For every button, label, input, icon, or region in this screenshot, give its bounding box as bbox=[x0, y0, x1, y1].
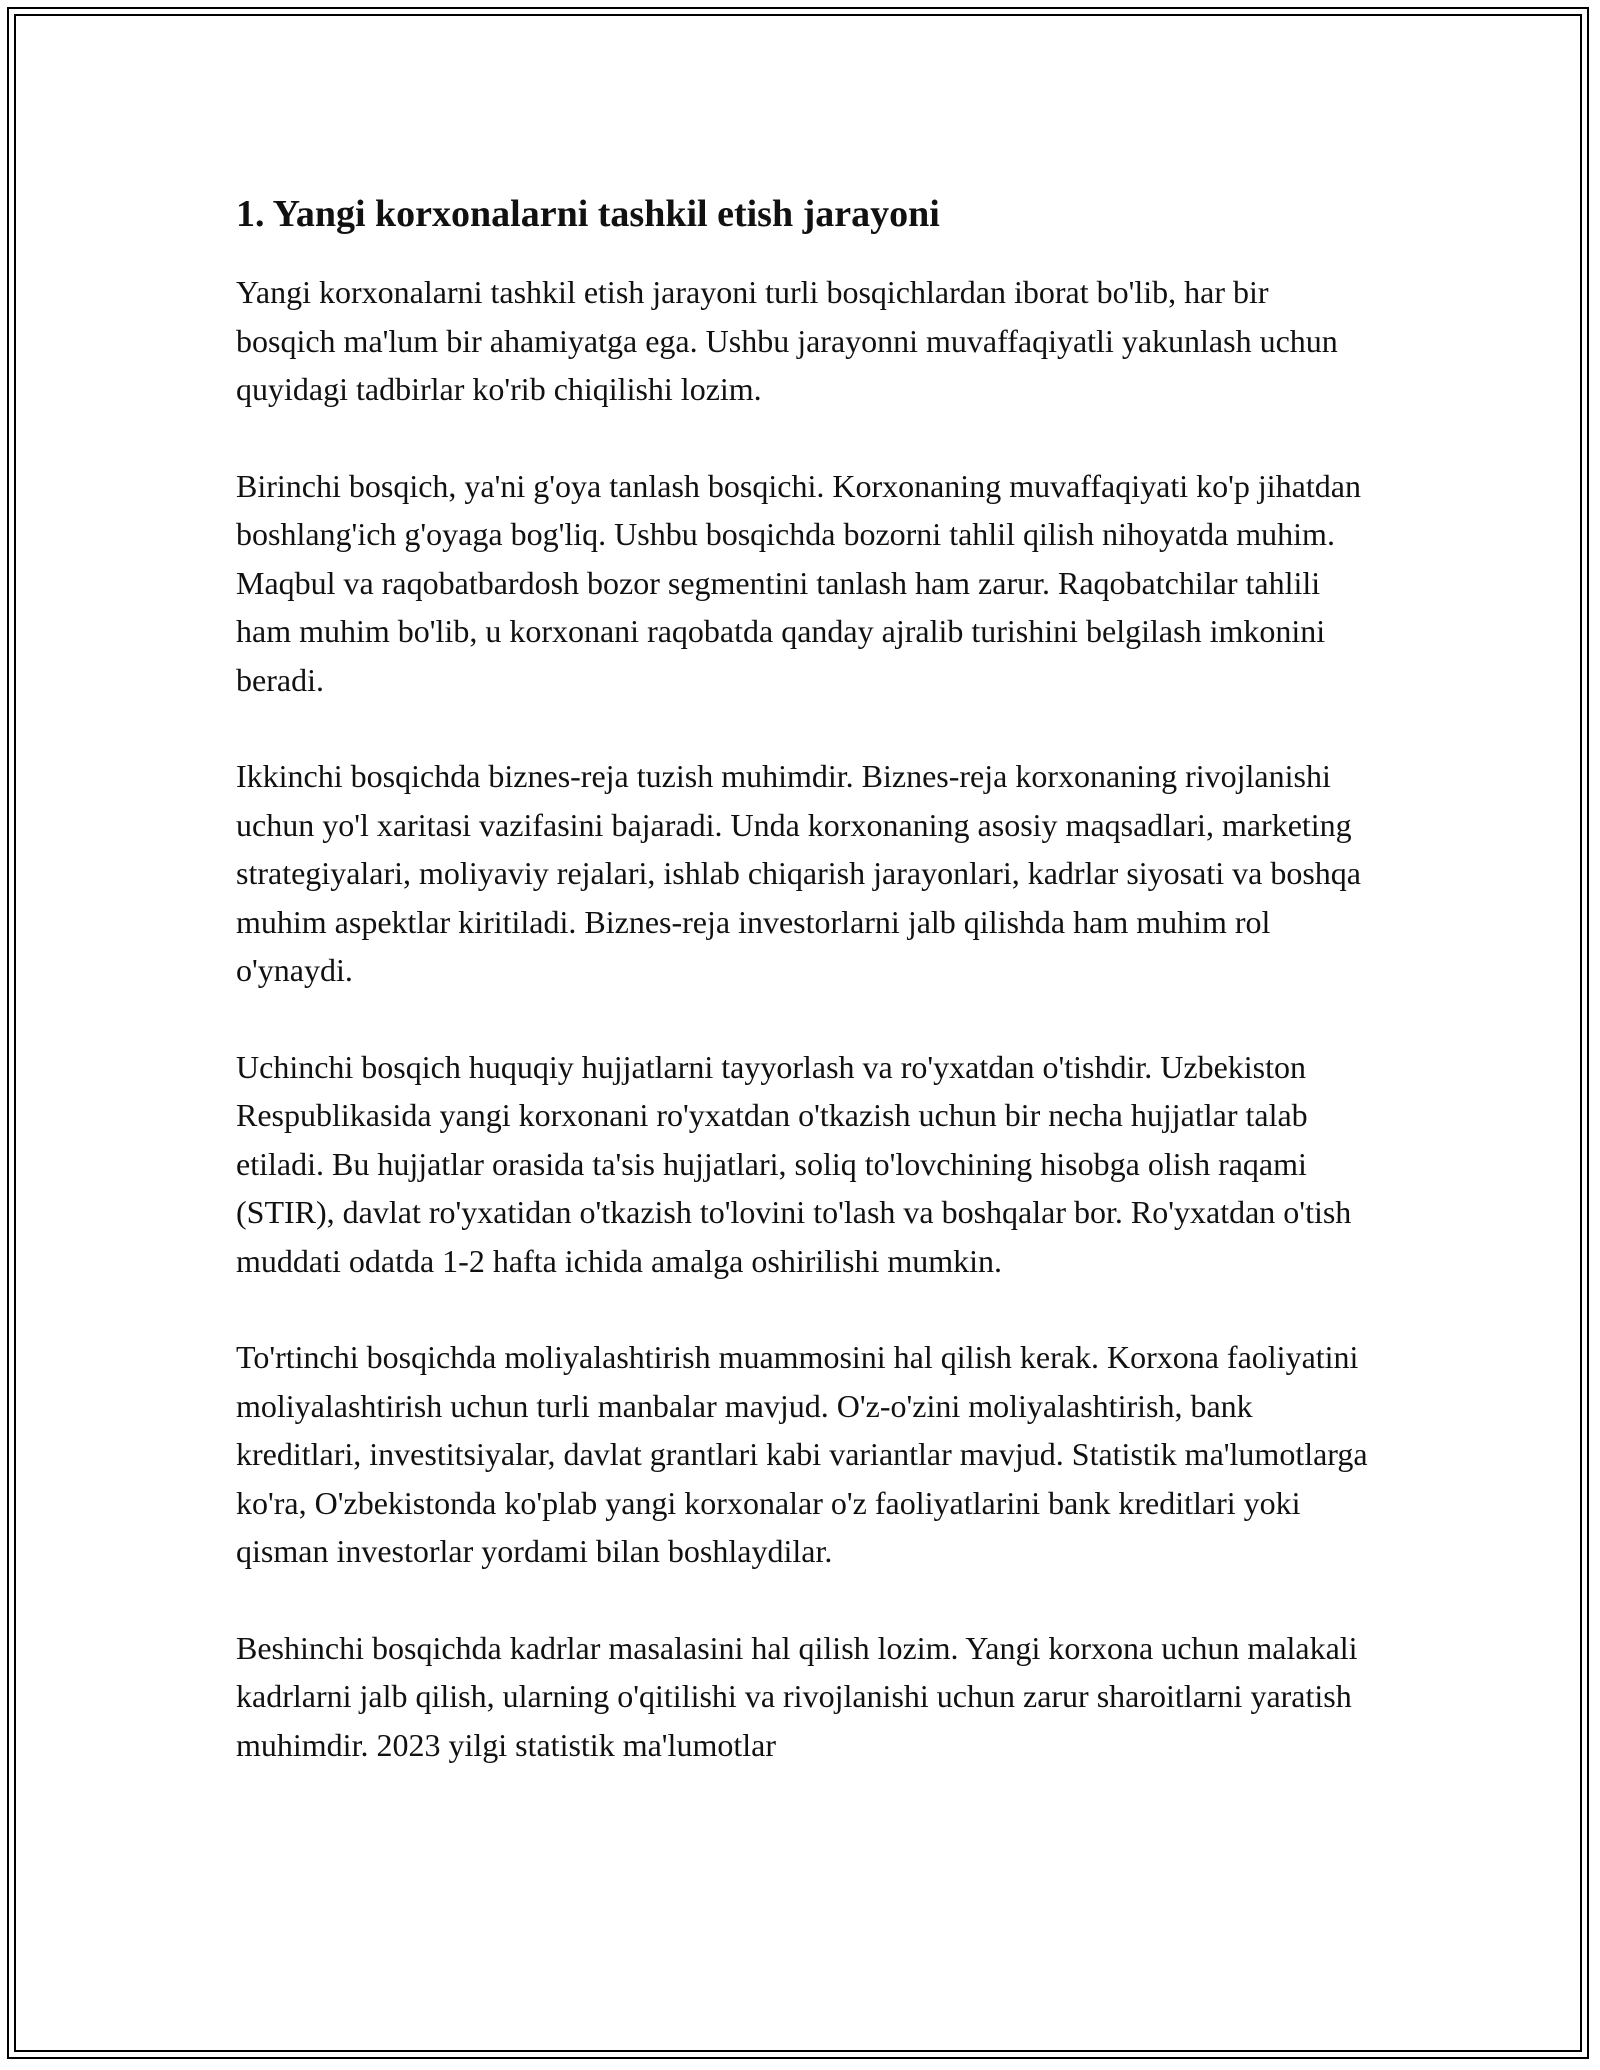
paragraph-stage-1: Birinchi bosqich, ya'ni g'oya tanlash bosqichi. Korxonaning muvaffaqiyati ko'p jihatdan boshlang'ich g'oyaga bog'liq. Ushbu bosqichda bozorni tahlil qilish nihoyatda muhim. Maqbul va raqobatbardosh bozor segmentini tanlash ham zarur. Raqobatchilar tahlili ham muhim bo'lib, u korxonani raqobatda qanday ajralib turishini belgilash imkonini beradi. bbox=[236, 467, 1361, 698]
paragraph-stage-4: To'rtinchi bosqichda moliyalashtirish muammosini hal qilish kerak. Korxona faoliyatini moliyalashtirish uchun turli manbalar mavjud. O'z-o'zini moliyalashtirish, bank kreditlari, investitsiyalar, davlat grantlari kabi variantlar mavjud. Statistik ma'lumotlarga ko'ra, O'zbekistonda ko'plab yangi korxonalar o'z faoliyatlarini bank kreditlari yoki qisman investorlar yordami bilan boshlaydilar. bbox=[236, 1339, 1368, 1569]
paragraph-intro: Yangi korxonalarni tashkil etish jarayoni turli bosqichlardan iborat bo'lib, har bir bosqich ma'lum bir ahamiyatga ega. Ushbu jarayonni muvaffaqiyatli yakunlash uchun quyidagi tadbirlar ko'rib chiqilishi lozim. bbox=[236, 274, 1338, 407]
paragraph-stage-2: Ikkinchi bosqichda biznes-reja tuzish muhimdir. Biznes-reja korxonaning rivojlanishi uchun yo'l xaritasi vazifasini bajaradi. Unda korxonaning asosiy maqsadlari, marketing strategiyalari, moliyaviy rejalari, ishlab chiqarish jarayonlari, kadrlar siyosati va boshqa muhim aspektlar kiritiladi. Biznes-reja investorlarni jalb qilishda ham muhim rol o'ynaydi. bbox=[236, 758, 1361, 988]
paragraph-stage-3: Uchinchi bosqich huquqiy hujjatlarni tayyorlash va ro'yxatdan o'tishdir. Uzbekiston Respublikasida yangi korxonani ro'yxatdan o'tkazish uchun bir necha hujjatlar talab etiladi. Bu hujjatlar orasida ta'sis hujjatlari, soliq to'lovchining hisobga olish raqami (STIR), davlat ro'yxatidan o'tkazish to'lovini to'lash va boshqalar bor. Ro'yxatdan o'tish muddati odatda 1-2 hafta ichida amalga oshirilishi mumkin. bbox=[236, 1048, 1352, 1279]
document-body bbox=[236, 186, 1376, 1817]
paragraph-stage-5: Beshinchi bosqichda kadrlar masalasini hal qilish lozim. Yangi korxona uchun malakali kadrlarni jalb qilish, ularning o'qitilishi va rivojlanishi uchun zarur sharoitlarni yaratish muhimdir. 2023 yilgi statistik ma'lumotlar bbox=[236, 1629, 1358, 1763]
section-heading: 1. Yangi korxonalarni tashkil etish jarayoni bbox=[236, 193, 940, 235]
